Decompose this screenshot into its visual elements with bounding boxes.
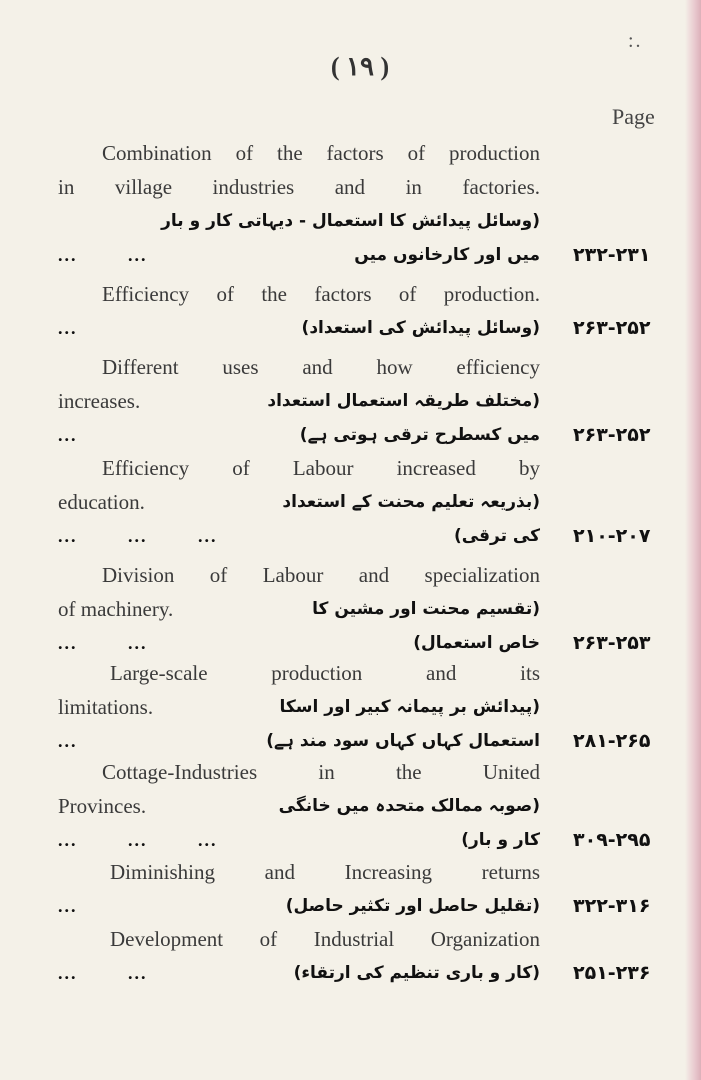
entry-title-line: Efficiency of Labour increased by (102, 456, 540, 480)
dot-leader: ... ... ... (58, 830, 218, 850)
entry-page-range: ۲۶۳-۲۵۲ (573, 424, 651, 446)
entry-page-range: ۲۶۳-۲۵۲ (573, 317, 651, 339)
corner-mark: :. (628, 30, 643, 52)
dot-leader: ... (58, 425, 78, 445)
entry-page-range: ۲۵۱-۲۳۶ (573, 962, 651, 984)
entry-urdu-line: خاص استعمال) (413, 633, 540, 653)
toc-entry (58, 755, 651, 857)
entry-urdu-line: استعمال کہاں کہاں سود مند ہے) (266, 731, 540, 751)
toc-entry (58, 136, 651, 272)
page-number: ( ١٩ ) (330, 52, 390, 81)
entry-urdu-line: (مختلف طریقہ استعمال استعداد (267, 391, 540, 411)
entry-page-range: ۲۱۰-۲۰۷ (573, 525, 651, 547)
dot-leader: ... ... (58, 245, 148, 265)
entry-title-line: limitations. (58, 695, 154, 719)
entry-title-line: Development of Industrial Organization (110, 927, 540, 951)
entry-page-range: ۲۶۳-۲۵۳ (573, 632, 651, 654)
entry-title-line: Different uses and how efficiency (102, 355, 540, 379)
toc-entry (58, 558, 651, 660)
entry-title-line: of machinery. (58, 597, 174, 621)
entry-page-range: ۳۲۲-۳۱۶ (573, 895, 651, 917)
entry-urdu-line: (بذریعہ تعلیم محنت کے استعداد (282, 492, 540, 512)
dot-leader: ... (58, 731, 78, 751)
entry-urdu-line: (تقسیم محنت اور مشین کا (312, 599, 540, 619)
column-heading-page: Page (612, 104, 655, 129)
dot-leader: ... (58, 318, 78, 338)
entry-title-line: education. (58, 490, 145, 514)
entry-page-range: ۳۰۹-۲۹۵ (573, 829, 651, 851)
entry-urdu-line: کار و بار) (461, 830, 540, 850)
dot-leader: ... ... (58, 633, 148, 653)
entry-urdu-line: (وسائل پیدائش کا استعمال - دیہاتی کار و بار (161, 211, 540, 231)
dot-leader: ... ... (58, 963, 148, 983)
entry-title-line: Large-scale production and its (110, 661, 540, 685)
entry-title-line: Provinces. (58, 794, 147, 818)
entry-title-line: Combination of the factors of production (102, 141, 540, 165)
entry-urdu-line: کی ترقی) (453, 526, 540, 546)
entry-urdu-line: میں اور کارخانوں میں (354, 245, 540, 265)
entry-urdu-line: میں کسطرح ترقی ہوتی ہے) (299, 425, 540, 445)
entry-page-range: ۲۸۱-۲۶۵ (573, 730, 651, 752)
entry-urdu-line: (وسائل پیدائش کی استعداد) (301, 318, 540, 338)
toc-entry (58, 451, 651, 553)
entry-page-range: ۲۳۲-۲۳۱ (573, 244, 651, 266)
entry-title-line: increases. (58, 389, 141, 413)
dot-leader: ... ... ... (58, 526, 218, 546)
entry-urdu-line: (پیدائش بر پیمانہ کبیر اور اسکا (279, 697, 540, 717)
entry-title-line: in village industries and in factories. (58, 175, 540, 199)
toc-entry (58, 922, 651, 990)
entry-urdu-line: (تقلیل حاصل اور تکثیر حاصل) (285, 896, 540, 916)
toc-entry (58, 656, 651, 758)
toc-entry (58, 855, 651, 923)
entry-title-line: Cottage-Industries in the United (102, 760, 540, 784)
entry-title-line: Efficiency of the factors of production. (102, 282, 540, 306)
toc-entry (58, 277, 651, 345)
entry-urdu-line: (صوبہ ممالک متحدہ میں خانگی (278, 796, 540, 816)
dot-leader: ... (58, 896, 78, 916)
entry-title-line: Division of Labour and specialization (102, 563, 540, 587)
toc-entry (58, 350, 651, 452)
entry-urdu-line: (کار و باری تنظیم کی ارتقاء) (293, 963, 540, 983)
entry-title-line: Diminishing and Increasing returns (110, 860, 540, 884)
